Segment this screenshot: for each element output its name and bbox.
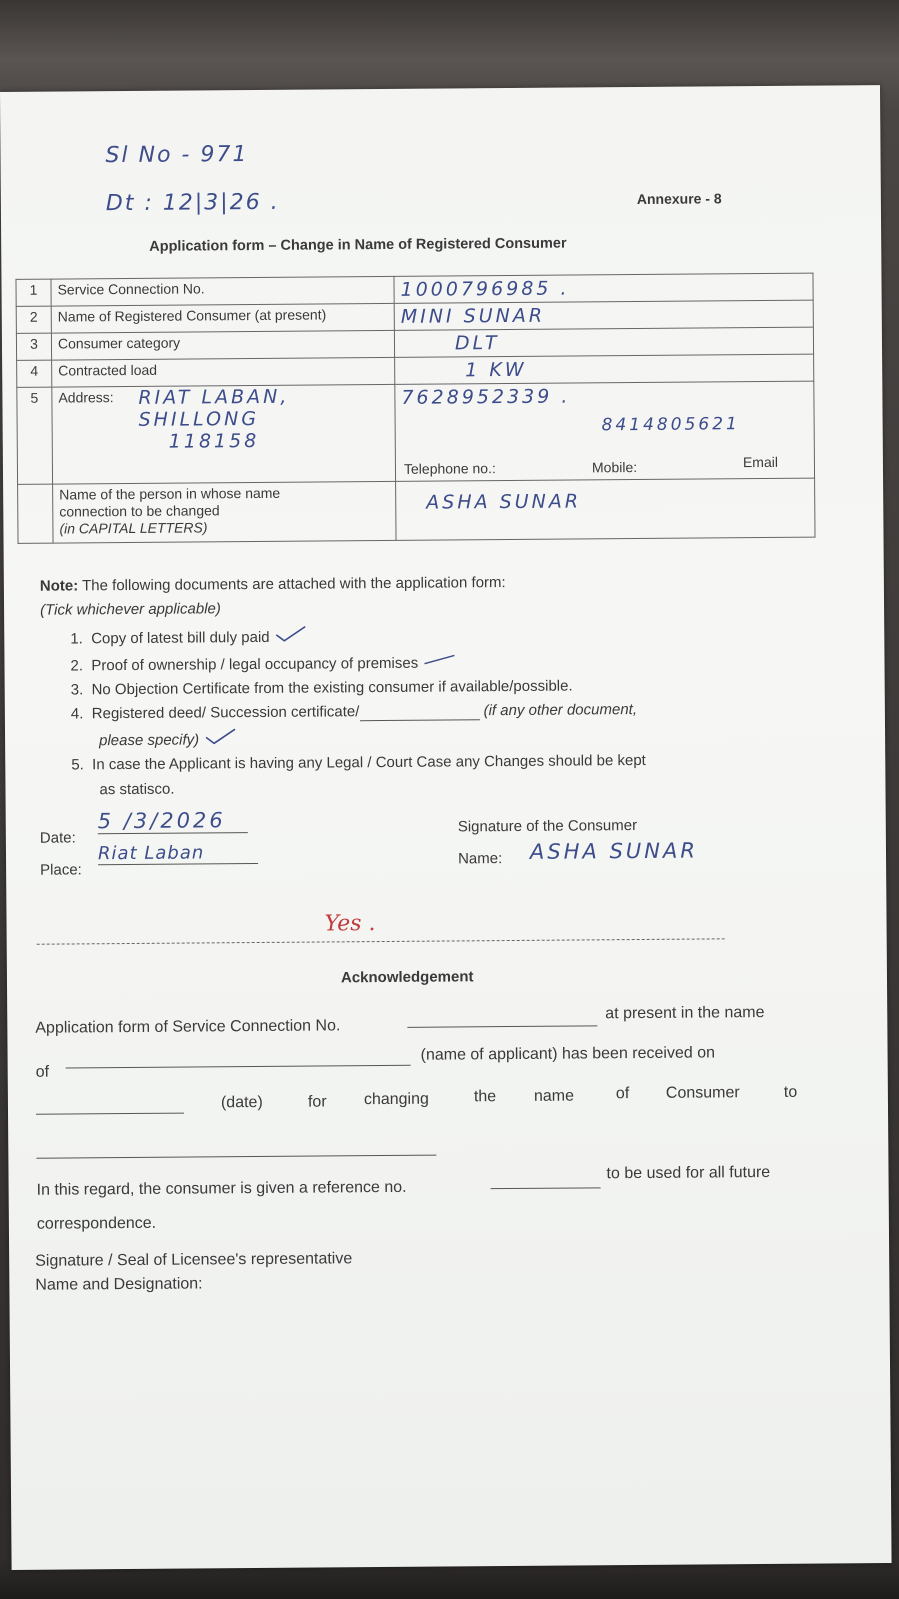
reference-number-blank[interactable] [490, 1169, 600, 1189]
row-number: 2 [16, 306, 51, 333]
name-label: Name: [457, 850, 503, 868]
row-label: Consumer category [51, 330, 394, 360]
acknowledgement-body: Application form of Service Connection No. at present in the name of (name of applicant) has been received on (date) for changing the name of Consumer to In this regard, the consumer is given a reference no. to be used for all future correspondence. [35, 1004, 798, 1233]
service-connection-value[interactable]: 1000796985 . [394, 273, 813, 303]
acknowledgement-title: Acknowledgement [340, 968, 474, 987]
address-line-1[interactable]: RIAT LABAN, [138, 385, 290, 409]
service-connection-blank[interactable] [407, 1007, 597, 1027]
place-value[interactable]: Riat Laban [98, 842, 258, 865]
table-row [17, 381, 815, 484]
yes-annotation: Yes . [324, 911, 376, 937]
form-paper [0, 85, 892, 1570]
new-name-value[interactable]: ASHA SUNAR [396, 478, 815, 540]
address-cell [52, 384, 396, 484]
email-label: Email [742, 453, 778, 471]
licensee-designation-label: Name and Designation: [35, 1275, 203, 1294]
annexure-label: Annexure - 8 [636, 190, 722, 208]
telephone-label: Telephone no.: [403, 460, 496, 477]
row-number: 1 [16, 279, 51, 306]
list-item: 4. Registered deed/ Succession certificate/ (if any other document, please specify) [70, 701, 638, 750]
date-label: Date: [39, 829, 76, 847]
licensee-signature-block [35, 1247, 352, 1297]
row-label: Service Connection No. [51, 276, 394, 306]
address-line-3[interactable]: 118158 [168, 429, 260, 453]
date-blank[interactable] [36, 1095, 184, 1115]
row-number: 5 [17, 387, 53, 484]
note-heading: Note: The following documents are attached with the application form: [39, 574, 506, 595]
row-label: Contracted load [52, 357, 395, 387]
address-label: Address: [58, 389, 114, 406]
application-table [15, 273, 815, 544]
date-note: Dt : 12|3|26 . [105, 189, 280, 217]
licensee-signature-label: Signature / Seal of Licensee's representative [35, 1250, 353, 1270]
row-label: Name of Registered Consumer (at present) [51, 303, 394, 333]
serial-number-note: Sl No - 971 [105, 142, 249, 169]
telephone-value[interactable]: 7628952339 . [401, 385, 571, 409]
consumer-category-value[interactable]: DLT [394, 327, 813, 357]
new-consumer-blank[interactable] [36, 1137, 436, 1159]
list-item: 3. No Objection Certificate from the existing consumer if available/possible. [70, 677, 573, 699]
checkmark-icon [274, 626, 308, 642]
consumer-name-value[interactable]: ASHA SUNAR [529, 838, 698, 864]
mobile-label: Mobile: [591, 459, 638, 476]
list-item: 5. In case the Applicant is having any Legal / Court Case any Changes should be kept as statisco. [71, 751, 646, 799]
list-item: 2. Proof of ownership / legal occupancy of premises [70, 649, 790, 675]
place-label: Place: [40, 861, 82, 879]
signature-label: Signature of the Consumer [457, 817, 638, 836]
date-value[interactable]: 5 /3/2026 [98, 808, 248, 834]
row-number: 3 [16, 333, 51, 360]
applicant-name-blank[interactable] [66, 1047, 411, 1069]
list-item: 1. Copy of latest bill duly paid [70, 622, 790, 648]
registered-consumer-value[interactable]: MINI SUNAR [394, 300, 813, 330]
contact-cell [395, 381, 815, 481]
tick-hint: (Tick whichever applicable) [40, 600, 221, 619]
new-name-label: Name of the person in whose name connection to be changed (in CAPITAL LETTERS) [53, 481, 396, 543]
table-row [18, 478, 815, 543]
row-number: 4 [17, 360, 52, 387]
contracted-load-value[interactable]: 1 KW [395, 354, 814, 384]
documents-list [70, 622, 791, 799]
checkmark-icon [422, 651, 456, 667]
mobile-value[interactable]: 8414805621 [601, 414, 740, 436]
address-line-2[interactable]: SHILLONG [138, 407, 260, 431]
form-title: Application form – Change in Name of Registered Consumer [149, 235, 567, 255]
divider [37, 938, 725, 944]
checkmark-icon [203, 728, 237, 744]
other-document-blank[interactable] [359, 702, 479, 721]
